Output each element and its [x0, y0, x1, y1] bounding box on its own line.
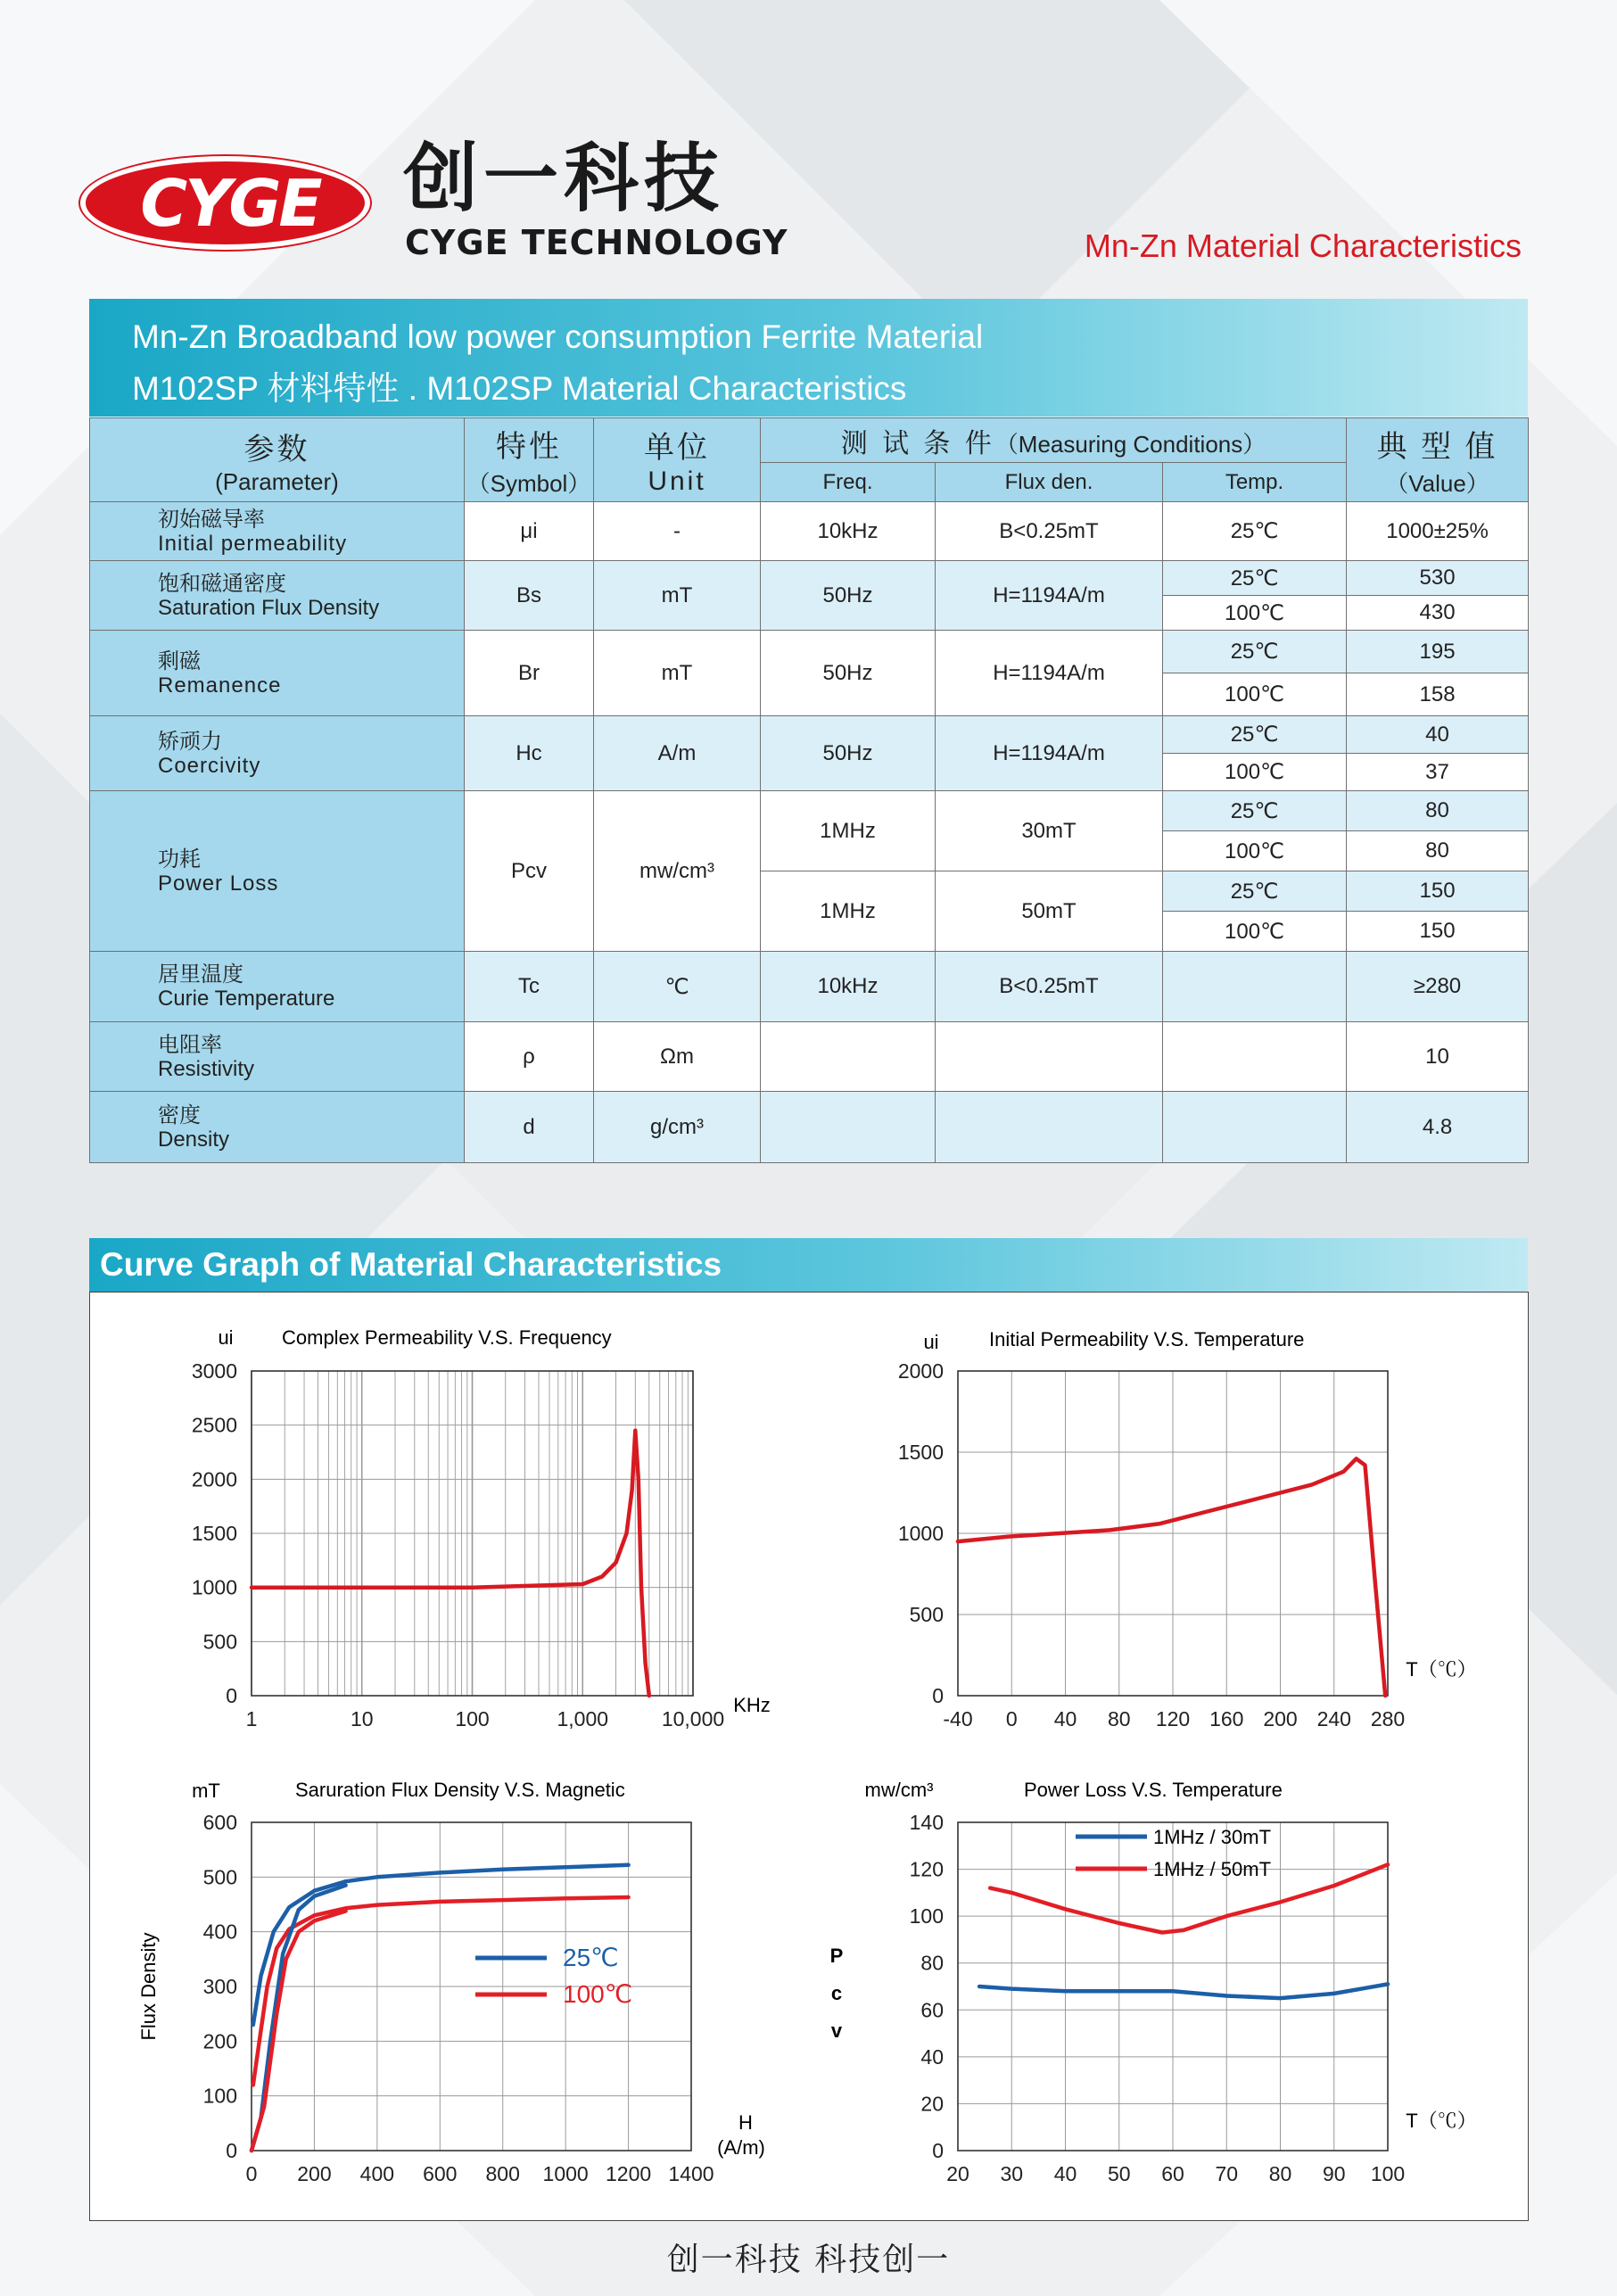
chart-title: Power Loss V.S. Temperature: [1024, 1779, 1283, 1801]
y-tick-label: 200: [202, 2029, 237, 2053]
x-tick-label: 1400: [668, 2162, 714, 2185]
header-freq: Freq.: [761, 463, 936, 502]
param-curie-temperature: 居里温度 Curie Temperature: [90, 952, 465, 1022]
x-tick-label: 50: [1107, 2162, 1131, 2185]
table-cell: 158: [1347, 673, 1529, 716]
material-title-line1: Mn-Zn Broadband low power consumption Ferrite Material: [132, 318, 984, 355]
x-tick-label: 200: [1263, 1707, 1298, 1730]
x-tick-label: 1000: [542, 2162, 589, 2185]
table-cell: 25℃: [1163, 631, 1347, 673]
x-tick-label: 1: [245, 1707, 258, 1730]
table-cell: 530: [1347, 561, 1529, 596]
x-tick-label: 800: [485, 2162, 520, 2185]
x-tick-label: 200: [297, 2162, 332, 2185]
table-cell: [761, 1022, 936, 1092]
table-cell: g/cm³: [594, 1092, 761, 1163]
x-tick-label: 100: [455, 1707, 490, 1730]
x-axis-label: H: [738, 2111, 753, 2134]
y-tick-label: 1000: [191, 1575, 237, 1599]
table-cell: [1163, 952, 1347, 1022]
header-temp: Temp.: [1163, 463, 1347, 502]
x-tick-label: 10,000: [661, 1707, 725, 1730]
legend-label-25c: 25℃: [563, 1944, 619, 1971]
table-cell: Ωm: [594, 1022, 761, 1092]
table-cell: 10kHz: [761, 952, 936, 1022]
header-flux: Flux den.: [936, 463, 1163, 502]
y-tick-label: 40: [920, 2044, 944, 2069]
table-cell: H=1194A/m: [936, 631, 1163, 716]
table-cell: 25℃: [1163, 871, 1347, 912]
material-banner: [89, 299, 1528, 417]
footer-slogan: 创一科技 科技创一: [666, 2242, 951, 2278]
material-title-line2: M102SP 材料特性 . M102SP Material Characteristics: [132, 370, 907, 407]
table-cell: Hc: [465, 716, 594, 791]
table-cell: 1MHz: [761, 791, 936, 871]
curve-section-title: Curve Graph of Material Characteristics: [100, 1246, 722, 1283]
x-axis-unit: (A/m): [717, 2136, 765, 2159]
table-cell: mT: [594, 561, 761, 631]
logo: CYGE: [140, 166, 320, 241]
brand-name-en: CYGE TECHNOLOGY: [405, 223, 788, 262]
y-axis-label: ui: [218, 1326, 234, 1349]
table-cell: [1163, 1092, 1347, 1163]
table-cell: H=1194A/m: [936, 561, 1163, 631]
y-tick-label: 300: [202, 1975, 237, 1998]
y-tick-label: 1500: [191, 1522, 237, 1545]
y-tick-label: 2500: [191, 1413, 237, 1437]
table-cell: ℃: [594, 952, 761, 1022]
table-cell: 100℃: [1163, 596, 1347, 631]
param-initial-permeability: 初始磁导率 Initial permeability: [90, 502, 465, 561]
table-cell: 1000±25%: [1347, 502, 1529, 561]
x-tick-label: 1,000: [557, 1707, 609, 1730]
x-tick-label: 60: [1161, 2162, 1184, 2185]
table-cell: H=1194A/m: [936, 716, 1163, 791]
table-cell: 150: [1347, 871, 1529, 912]
chart-title: Complex Permeability V.S. Frequency: [282, 1326, 612, 1349]
legend-label-100c: 100℃: [563, 1980, 633, 2008]
table-cell: 430: [1347, 596, 1529, 631]
y-tick-label: 100: [909, 1904, 944, 1928]
table-cell: mw/cm³: [594, 791, 761, 952]
x-tick-label: 0: [245, 2162, 258, 2185]
table-cell: 80: [1347, 831, 1529, 871]
table-cell: 50Hz: [761, 631, 936, 716]
table-cell: 50mT: [936, 871, 1163, 952]
brand-name-cn: 创一科技: [403, 135, 725, 222]
x-tick-label: -40: [943, 1707, 973, 1730]
chart-title: Saruration Flux Density V.S. Magnetic: [295, 1779, 625, 1801]
y-tick-label: 0: [932, 1684, 944, 1707]
table-cell: 25℃: [1163, 502, 1347, 561]
table-cell: 25℃: [1163, 716, 1347, 754]
x-tick-label: 120: [1155, 1707, 1191, 1730]
x-axis-label: KHz: [733, 1694, 771, 1716]
x-tick-label: 70: [1215, 2162, 1239, 2185]
y-tick-label: 1000: [897, 1522, 944, 1545]
x-tick-label: 40: [1053, 2162, 1077, 2185]
y-tick-label: 2000: [897, 1359, 944, 1383]
y-tick-label: 500: [202, 1630, 237, 1654]
table-cell: 50Hz: [761, 716, 936, 791]
table-cell: 100℃: [1163, 754, 1347, 791]
table-cell: 40: [1347, 716, 1529, 754]
x-axis-label: T（℃）: [1406, 2110, 1477, 2132]
y-tick-label: 1500: [897, 1441, 944, 1464]
header-conditions: 测 试 条 件（Measuring Conditions）: [761, 418, 1347, 463]
table-cell: 1MHz: [761, 871, 936, 952]
curve-banner: [89, 1238, 1528, 1292]
table-cell: 100℃: [1163, 831, 1347, 871]
param-saturation-flux-density: 饱和磁通密度 Saturation Flux Density: [90, 561, 465, 631]
table-cell: 4.8: [1347, 1092, 1529, 1163]
x-tick-label: 80: [1268, 2162, 1292, 2185]
page-subtitle: Mn-Zn Material Characteristics: [1084, 227, 1522, 264]
x-tick-label: 0: [1005, 1707, 1018, 1730]
table-cell: Tc: [465, 952, 594, 1022]
header-symbol: 特性 （Symbol）: [465, 418, 594, 502]
table-cell: 195: [1347, 631, 1529, 673]
charts-svg: [90, 1293, 1528, 2220]
series-line: [252, 1431, 649, 1696]
table-cell: A/m: [594, 716, 761, 791]
y-tick-label: 500: [909, 1603, 944, 1626]
x-axis-label: T（℃）: [1406, 1658, 1477, 1681]
x-tick-label: 280: [1370, 1707, 1406, 1730]
x-tick-label: 160: [1209, 1707, 1244, 1730]
table-cell: μi: [465, 502, 594, 561]
y-tick-label: 2000: [191, 1467, 237, 1491]
x-tick-label: 1200: [605, 2162, 652, 2185]
table-cell: 10kHz: [761, 502, 936, 561]
x-tick-label: 80: [1107, 1707, 1131, 1730]
y-tick-label: 500: [202, 1865, 237, 1889]
table-cell: B<0.25mT: [936, 952, 1163, 1022]
y-tick-label: 60: [920, 1998, 944, 2022]
table-cell: Bs: [465, 561, 594, 631]
y-axis-unit: mT: [192, 1780, 220, 1802]
y-axis-label: Flux Density: [137, 1932, 160, 2041]
table-cell: [936, 1092, 1163, 1163]
legend-label-50mt: 1MHz / 50mT: [1153, 1858, 1272, 1880]
table-cell: mT: [594, 631, 761, 716]
x-tick-label: 600: [423, 2162, 458, 2185]
y-axis-label-char: P: [829, 1945, 844, 1967]
table-cell: 30mT: [936, 791, 1163, 871]
y-axis-label-char: c: [830, 1982, 843, 2004]
table-cell: 25℃: [1163, 791, 1347, 831]
table-cell: [1163, 1022, 1347, 1092]
x-tick-label: 20: [946, 2162, 969, 2185]
param-coercivity: 矫顽力 Coercivity: [90, 716, 465, 791]
table-cell: 100℃: [1163, 912, 1347, 952]
series-line: [958, 1458, 1385, 1696]
table-cell: -: [594, 502, 761, 561]
header-parameter: 参数 (Parameter): [90, 418, 465, 502]
x-tick-label: 90: [1322, 2162, 1346, 2185]
y-tick-label: 600: [202, 1811, 237, 1834]
y-axis-label: ui: [923, 1331, 939, 1353]
x-tick-label: 30: [1000, 2162, 1024, 2185]
param-remanence: 剩磁 Remanence: [90, 631, 465, 716]
spec-table: [89, 417, 1529, 1163]
series-line: [252, 1911, 346, 2151]
header-unit: 单位 Unit: [594, 418, 761, 502]
table-cell: d: [465, 1092, 594, 1163]
table-cell: [936, 1022, 1163, 1092]
x-tick-label: 400: [359, 2162, 395, 2185]
x-tick-label: 100: [1370, 2162, 1406, 2185]
param-density: 密度 Density: [90, 1092, 465, 1163]
y-tick-label: 3000: [191, 1359, 237, 1383]
table-cell: 10: [1347, 1022, 1529, 1092]
table-cell: ρ: [465, 1022, 594, 1092]
x-tick-label: 240: [1316, 1707, 1351, 1730]
y-tick-label: 20: [920, 2092, 944, 2116]
y-tick-label: 0: [226, 2139, 237, 2162]
table-cell: 80: [1347, 791, 1529, 831]
y-tick-label: 0: [932, 2139, 944, 2162]
y-axis-unit: mw/cm³: [864, 1779, 934, 1801]
table-cell: B<0.25mT: [936, 502, 1163, 561]
param-power-loss: 功耗 Power Loss: [90, 791, 465, 952]
x-tick-label: 10: [350, 1707, 374, 1730]
series-line: [979, 1984, 1388, 1998]
table-cell: ≥280: [1347, 952, 1529, 1022]
table-cell: [761, 1092, 936, 1163]
y-tick-label: 0: [226, 1684, 237, 1707]
y-tick-label: 400: [202, 1920, 237, 1944]
chart-title: Initial Permeability V.S. Temperature: [989, 1328, 1305, 1350]
table-cell: 100℃: [1163, 673, 1347, 716]
param-resistivity: 电阻率 Resistivity: [90, 1022, 465, 1092]
table-cell: 50Hz: [761, 561, 936, 631]
y-tick-label: 100: [202, 2084, 237, 2108]
table-cell: 150: [1347, 912, 1529, 952]
table-cell: 25℃: [1163, 561, 1347, 596]
table-cell: 37: [1347, 754, 1529, 791]
y-tick-label: 80: [920, 1951, 944, 1975]
header-value: 典 型 值 （Value）: [1347, 418, 1529, 502]
y-tick-label: 140: [909, 1811, 944, 1834]
y-tick-label: 120: [909, 1857, 944, 1881]
legend-label-30mt: 1MHz / 30mT: [1153, 1826, 1272, 1848]
x-tick-label: 40: [1053, 1707, 1077, 1730]
table-cell: Pcv: [465, 791, 594, 952]
chart-frame: [89, 1292, 1529, 2221]
table-cell: Br: [465, 631, 594, 716]
y-axis-label-char: v: [830, 2019, 843, 2042]
